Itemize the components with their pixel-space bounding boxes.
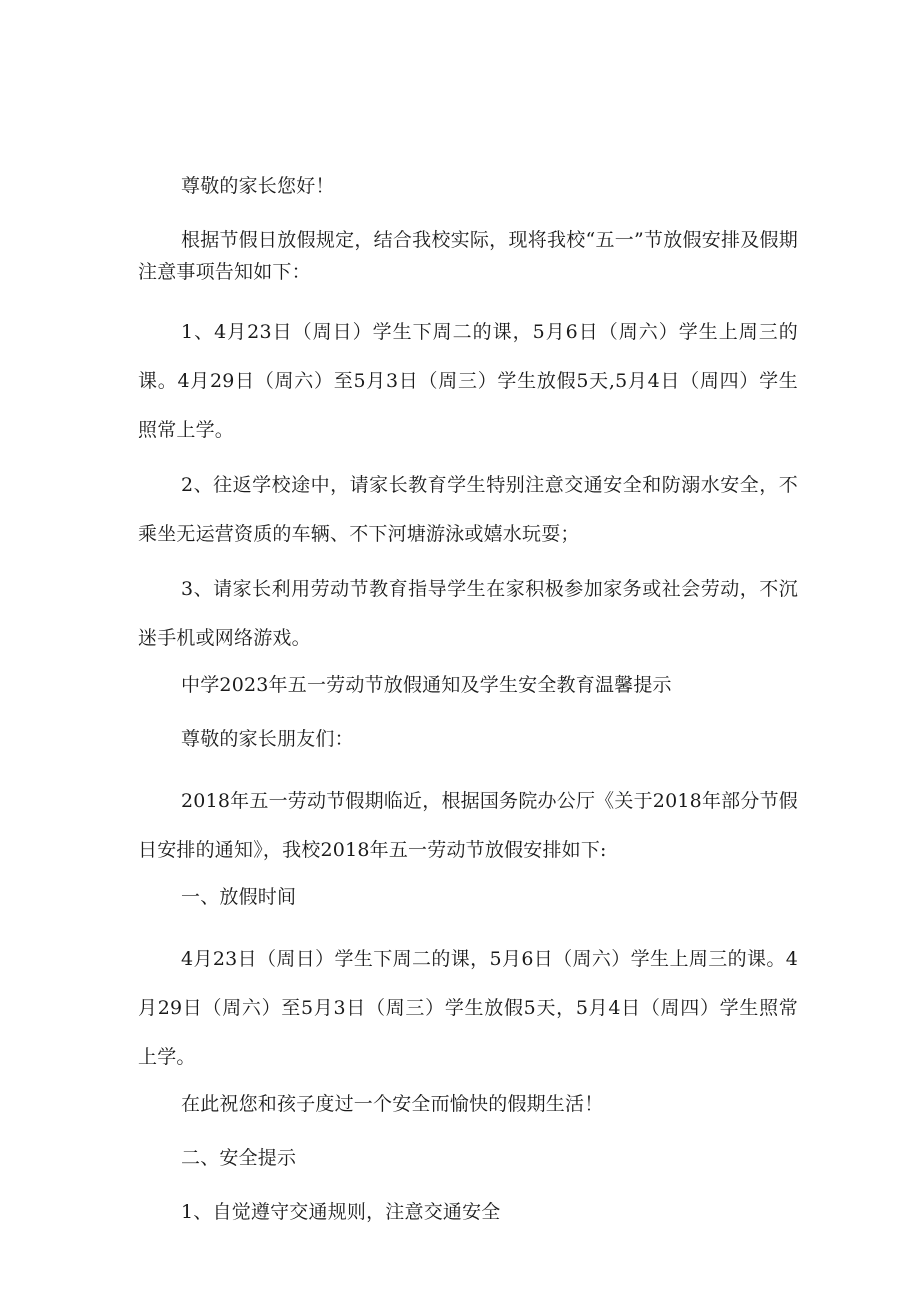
greeting: 尊敬的家长您好！ — [181, 175, 335, 197]
section-heading-safety-tips: 二、安全提示 — [181, 1147, 297, 1169]
safety-tip-1: 1、自觉遵守交通规则，注意交通安全 — [181, 1201, 501, 1223]
intro-paragraph: 根据节假日放假规定，结合我校实际，现将我校“五一”节放假安排及假期注意事项告知如下： — [138, 229, 798, 283]
holiday-time-paragraph: 4月23日（周日）学生下周二的课，5月6日（周六）学生上周三的课。4月29日（周六）至5月3日（周三）学生放假5天，5月4日（周四）学生照常上学。 — [138, 948, 798, 1068]
item-2-paragraph: 2、往返学校途中，请家长教育学生特别注意交通安全和防溺水安全，不乘坐无运营资质的车辆、不下河塘游泳或嬉水玩耍； — [138, 474, 798, 545]
item-1-paragraph: 1、4月23日（周日）学生下周二的课，5月6日（周六）学生上周三的课。4月29日（周六）至5月3日（周三）学生放假5天,5月4日（周四）学生照常上学。 — [138, 321, 798, 441]
notice-title: 中学2023年五一劳动节放假通知及学生安全教育温馨提示 — [181, 674, 672, 696]
section-heading-holiday-time: 一、放假时间 — [181, 886, 297, 908]
schedule-intro-paragraph: 2018年五一劳动节假期临近，根据国务院办公厅《关于2018年部分节假日安排的通知》，我校2018年五一劳动节放假安排如下: — [138, 790, 798, 861]
wishes-paragraph: 在此祝您和孩子度过一个安全而愉快的假期生活！ — [181, 1093, 604, 1115]
item-3-paragraph: 3、请家长利用劳动节教育指导学生在家积极参加家务或社会劳动，不沉迷手机或网络游戏。 — [138, 578, 798, 649]
document-body — [138, 170, 798, 1250]
greeting-2: 尊敬的家长朋友们： — [181, 728, 354, 750]
